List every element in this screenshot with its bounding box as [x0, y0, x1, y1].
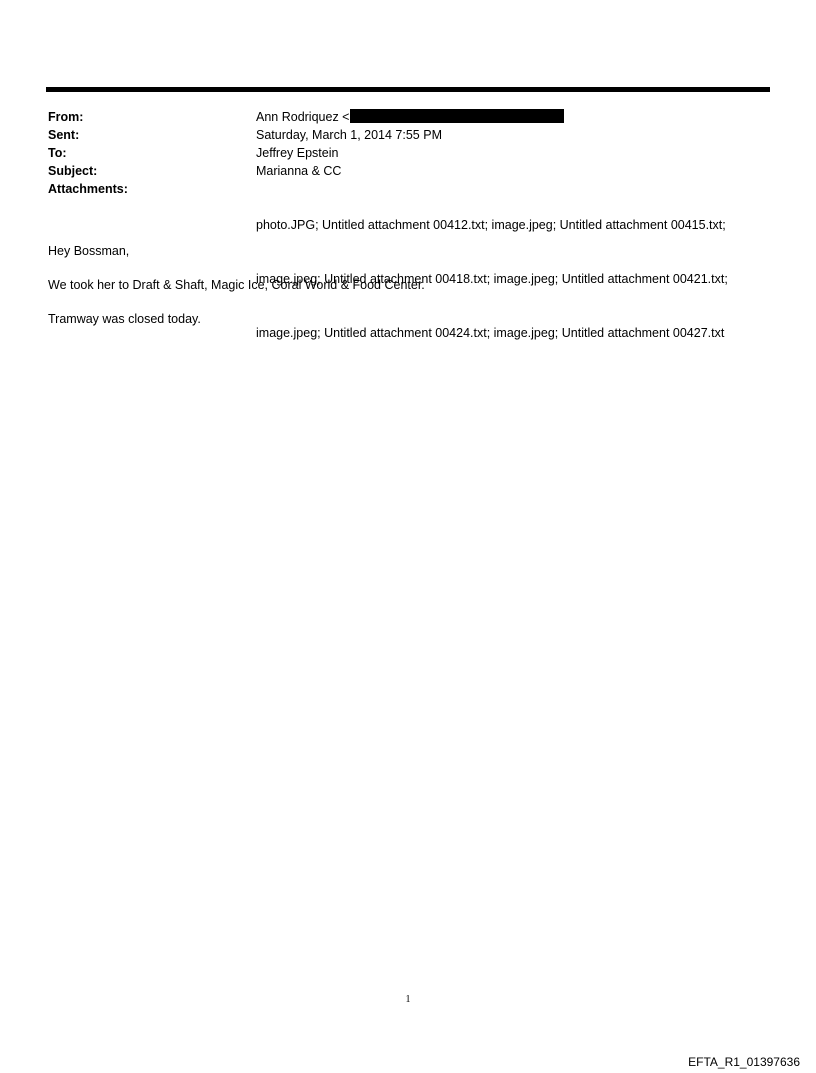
subject-label: Subject: — [48, 164, 98, 178]
sent-label: Sent: — [48, 128, 80, 142]
attachments-label: Attachments: — [48, 182, 128, 196]
from-label: From: — [48, 110, 84, 124]
subject-value: Marianna & CC — [256, 164, 342, 178]
body-paragraph: We took her to Draft & Shaft, Magic Ice, Coral World & Food Center. — [48, 278, 425, 292]
from-value — [256, 108, 770, 126]
to-value: Jeffrey Epstein — [256, 146, 339, 160]
subject-row — [48, 162, 770, 180]
body-paragraph: Tramway was closed today. — [48, 312, 201, 326]
to-label: To: — [48, 146, 67, 160]
page-number: 1 — [405, 994, 411, 1005]
sent-value: Saturday, March 1, 2014 7:55 PM — [256, 128, 442, 142]
from-name: Ann Rodriquez < — [256, 110, 350, 124]
bates-number: EFTA_R1_01397636 — [688, 1055, 800, 1069]
attachments-line: image.jpeg; Untitled attachment 00424.txt; image.jpeg; Untitled attachment 00427.txt — [256, 326, 725, 340]
email-body — [48, 242, 770, 344]
attachments-line: photo.JPG; Untitled attachment 00412.txt; image.jpeg; Untitled attachment 00415.txt; — [256, 218, 726, 232]
to-row — [48, 144, 770, 162]
body-paragraph: Hey Bossman, — [48, 244, 130, 258]
from-row — [48, 108, 770, 126]
attachments-line: image.jpeg; Untitled attachment 00418.txt; image.jpeg; Untitled attachment 00421.txt; — [256, 272, 728, 286]
header-divider-rule — [46, 87, 770, 92]
redaction-block — [350, 109, 564, 123]
sent-row — [48, 126, 770, 144]
